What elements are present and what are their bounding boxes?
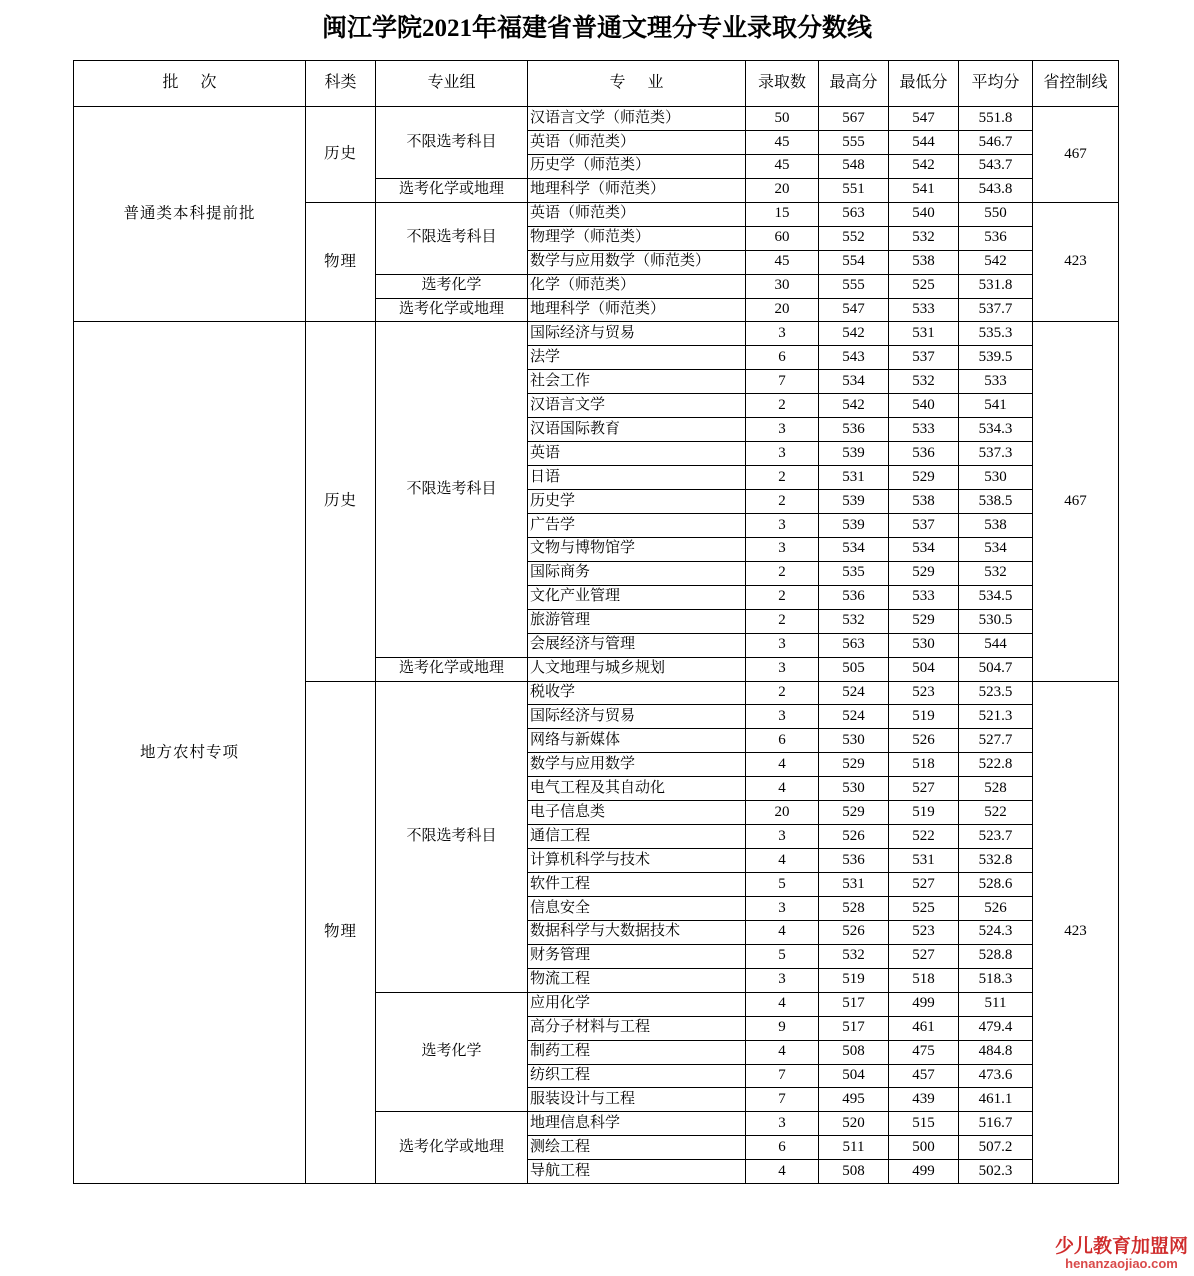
cell-average-score: 543.8 bbox=[959, 178, 1033, 202]
cell-lowest-score: 457 bbox=[889, 1064, 959, 1088]
cell-lowest-score: 534 bbox=[889, 537, 959, 561]
cell-admitted: 3 bbox=[746, 322, 819, 346]
cell-admitted: 6 bbox=[746, 729, 819, 753]
cell-highest-score: 519 bbox=[819, 968, 889, 992]
cell-subject-type: 历史 bbox=[306, 107, 376, 203]
site-watermark bbox=[1055, 1237, 1188, 1270]
cell-major: 人文地理与城乡规划 bbox=[528, 657, 746, 681]
cell-admitted: 7 bbox=[746, 1064, 819, 1088]
cell-lowest-score: 504 bbox=[889, 657, 959, 681]
cell-admitted: 45 bbox=[746, 130, 819, 154]
cell-admitted: 3 bbox=[746, 633, 819, 657]
cell-average-score: 532 bbox=[959, 561, 1033, 585]
cell-lowest-score: 525 bbox=[889, 896, 959, 920]
cell-highest-score: 554 bbox=[819, 250, 889, 274]
cell-admitted: 3 bbox=[746, 442, 819, 466]
cell-major: 信息安全 bbox=[528, 896, 746, 920]
cell-average-score: 523.5 bbox=[959, 681, 1033, 705]
cell-admitted: 45 bbox=[746, 154, 819, 178]
table-body bbox=[74, 107, 1119, 1184]
cell-average-score: 507.2 bbox=[959, 1136, 1033, 1160]
cell-lowest-score: 536 bbox=[889, 442, 959, 466]
cell-major: 数据科学与大数据技术 bbox=[528, 920, 746, 944]
header-row bbox=[74, 61, 1119, 107]
cell-major: 纺织工程 bbox=[528, 1064, 746, 1088]
cell-highest-score: 535 bbox=[819, 561, 889, 585]
cell-lowest-score: 538 bbox=[889, 250, 959, 274]
cell-highest-score: 536 bbox=[819, 418, 889, 442]
cell-admitted: 5 bbox=[746, 944, 819, 968]
cell-major: 历史学 bbox=[528, 490, 746, 514]
cell-highest-score: 529 bbox=[819, 801, 889, 825]
cell-major-group: 不限选考科目 bbox=[376, 202, 528, 274]
cell-lowest-score: 499 bbox=[889, 1160, 959, 1184]
cell-average-score: 523.7 bbox=[959, 825, 1033, 849]
cell-major: 通信工程 bbox=[528, 825, 746, 849]
cell-lowest-score: 527 bbox=[889, 873, 959, 897]
table-row bbox=[74, 322, 1119, 346]
cell-highest-score: 526 bbox=[819, 825, 889, 849]
cell-lowest-score: 500 bbox=[889, 1136, 959, 1160]
cell-average-score: 546.7 bbox=[959, 130, 1033, 154]
cell-average-score: 538.5 bbox=[959, 490, 1033, 514]
cell-highest-score: 530 bbox=[819, 729, 889, 753]
cell-admitted: 20 bbox=[746, 298, 819, 322]
cell-average-score: 530 bbox=[959, 466, 1033, 490]
cell-subject-type: 物理 bbox=[306, 681, 376, 1184]
cell-average-score: 535.3 bbox=[959, 322, 1033, 346]
cell-average-score: 533 bbox=[959, 370, 1033, 394]
column-header-subject-type: 科类 bbox=[306, 61, 376, 107]
cell-major-group: 选考化学 bbox=[376, 992, 528, 1112]
cell-average-score: 532.8 bbox=[959, 849, 1033, 873]
watermark-chinese: 少儿教育加盟网 bbox=[1054, 1236, 1188, 1257]
cell-admitted: 20 bbox=[746, 801, 819, 825]
cell-average-score: 537.7 bbox=[959, 298, 1033, 322]
cell-highest-score: 531 bbox=[819, 466, 889, 490]
cell-admitted: 4 bbox=[746, 777, 819, 801]
cell-lowest-score: 522 bbox=[889, 825, 959, 849]
cell-lowest-score: 525 bbox=[889, 274, 959, 298]
cell-lowest-score: 533 bbox=[889, 418, 959, 442]
cell-highest-score: 508 bbox=[819, 1160, 889, 1184]
cell-lowest-score: 523 bbox=[889, 920, 959, 944]
cell-highest-score: 539 bbox=[819, 490, 889, 514]
cell-highest-score: 547 bbox=[819, 298, 889, 322]
cell-batch: 普通类本科提前批 bbox=[74, 107, 306, 322]
cell-major: 汉语言文学（师范类） bbox=[528, 107, 746, 131]
cell-average-score: 527.7 bbox=[959, 729, 1033, 753]
cell-major: 软件工程 bbox=[528, 873, 746, 897]
cell-major: 历史学（师范类） bbox=[528, 154, 746, 178]
cell-average-score: 461.1 bbox=[959, 1088, 1033, 1112]
cell-lowest-score: 519 bbox=[889, 801, 959, 825]
cell-highest-score: 536 bbox=[819, 849, 889, 873]
cell-average-score: 542 bbox=[959, 250, 1033, 274]
cell-major: 地理科学（师范类） bbox=[528, 178, 746, 202]
cell-major: 化学（师范类） bbox=[528, 274, 746, 298]
cell-highest-score: 511 bbox=[819, 1136, 889, 1160]
cell-lowest-score: 529 bbox=[889, 561, 959, 585]
cell-average-score: 531.8 bbox=[959, 274, 1033, 298]
cell-admitted: 3 bbox=[746, 896, 819, 920]
cell-major: 高分子材料与工程 bbox=[528, 1016, 746, 1040]
cell-lowest-score: 475 bbox=[889, 1040, 959, 1064]
cell-highest-score: 551 bbox=[819, 178, 889, 202]
cell-highest-score: 532 bbox=[819, 609, 889, 633]
cell-admitted: 4 bbox=[746, 1040, 819, 1064]
cell-average-score: 543.7 bbox=[959, 154, 1033, 178]
cell-major: 数学与应用数学 bbox=[528, 753, 746, 777]
cell-average-score: 539.5 bbox=[959, 346, 1033, 370]
cell-highest-score: 555 bbox=[819, 130, 889, 154]
cell-admitted: 2 bbox=[746, 681, 819, 705]
admission-score-table bbox=[73, 60, 1119, 1184]
cell-lowest-score: 532 bbox=[889, 226, 959, 250]
cell-admitted: 3 bbox=[746, 968, 819, 992]
cell-major: 旅游管理 bbox=[528, 609, 746, 633]
cell-average-score: 484.8 bbox=[959, 1040, 1033, 1064]
cell-lowest-score: 530 bbox=[889, 633, 959, 657]
cell-major: 计算机科学与技术 bbox=[528, 849, 746, 873]
cell-average-score: 551.8 bbox=[959, 107, 1033, 131]
cell-lowest-score: 531 bbox=[889, 849, 959, 873]
cell-major: 电子信息类 bbox=[528, 801, 746, 825]
cell-major: 英语 bbox=[528, 442, 746, 466]
cell-lowest-score: 527 bbox=[889, 777, 959, 801]
cell-major: 测绘工程 bbox=[528, 1136, 746, 1160]
cell-major: 法学 bbox=[528, 346, 746, 370]
cell-lowest-score: 461 bbox=[889, 1016, 959, 1040]
cell-admitted: 2 bbox=[746, 466, 819, 490]
cell-province-control-line: 423 bbox=[1033, 681, 1119, 1184]
cell-major: 会展经济与管理 bbox=[528, 633, 746, 657]
cell-average-score: 473.6 bbox=[959, 1064, 1033, 1088]
cell-province-control-line: 423 bbox=[1033, 202, 1119, 322]
cell-highest-score: 520 bbox=[819, 1112, 889, 1136]
cell-admitted: 3 bbox=[746, 418, 819, 442]
cell-average-score: 526 bbox=[959, 896, 1033, 920]
cell-highest-score: 539 bbox=[819, 513, 889, 537]
cell-major-group: 不限选考科目 bbox=[376, 681, 528, 992]
cell-major: 国际经济与贸易 bbox=[528, 322, 746, 346]
cell-highest-score: 539 bbox=[819, 442, 889, 466]
cell-lowest-score: 529 bbox=[889, 466, 959, 490]
cell-major: 应用化学 bbox=[528, 992, 746, 1016]
cell-average-score: 534.3 bbox=[959, 418, 1033, 442]
cell-major: 网络与新媒体 bbox=[528, 729, 746, 753]
cell-highest-score: 536 bbox=[819, 585, 889, 609]
cell-admitted: 2 bbox=[746, 585, 819, 609]
column-header-highest: 最高分 bbox=[819, 61, 889, 107]
cell-highest-score: 517 bbox=[819, 1016, 889, 1040]
cell-highest-score: 534 bbox=[819, 537, 889, 561]
cell-major: 导航工程 bbox=[528, 1160, 746, 1184]
cell-major: 数学与应用数学（师范类） bbox=[528, 250, 746, 274]
cell-lowest-score: 537 bbox=[889, 346, 959, 370]
cell-major-group: 不限选考科目 bbox=[376, 322, 528, 657]
cell-average-score: 511 bbox=[959, 992, 1033, 1016]
cell-average-score: 528 bbox=[959, 777, 1033, 801]
cell-average-score: 536 bbox=[959, 226, 1033, 250]
cell-major: 财务管理 bbox=[528, 944, 746, 968]
cell-lowest-score: 541 bbox=[889, 178, 959, 202]
cell-lowest-score: 518 bbox=[889, 753, 959, 777]
cell-major: 汉语国际教育 bbox=[528, 418, 746, 442]
cell-average-score: 534 bbox=[959, 537, 1033, 561]
cell-highest-score: 543 bbox=[819, 346, 889, 370]
cell-average-score: 534.5 bbox=[959, 585, 1033, 609]
cell-highest-score: 529 bbox=[819, 753, 889, 777]
cell-highest-score: 567 bbox=[819, 107, 889, 131]
cell-admitted: 4 bbox=[746, 920, 819, 944]
cell-major-group: 选考化学 bbox=[376, 274, 528, 298]
cell-lowest-score: 523 bbox=[889, 681, 959, 705]
cell-highest-score: 517 bbox=[819, 992, 889, 1016]
cell-major: 社会工作 bbox=[528, 370, 746, 394]
cell-province-control-line: 467 bbox=[1033, 322, 1119, 681]
cell-lowest-score: 547 bbox=[889, 107, 959, 131]
cell-highest-score: 530 bbox=[819, 777, 889, 801]
cell-admitted: 60 bbox=[746, 226, 819, 250]
cell-admitted: 6 bbox=[746, 346, 819, 370]
cell-admitted: 2 bbox=[746, 609, 819, 633]
cell-average-score: 479.4 bbox=[959, 1016, 1033, 1040]
cell-average-score: 544 bbox=[959, 633, 1033, 657]
cell-average-score: 541 bbox=[959, 394, 1033, 418]
cell-lowest-score: 544 bbox=[889, 130, 959, 154]
cell-major: 物流工程 bbox=[528, 968, 746, 992]
cell-highest-score: 528 bbox=[819, 896, 889, 920]
column-header-batch: 批 次 bbox=[74, 61, 306, 107]
table-row bbox=[74, 107, 1119, 131]
cell-major: 文化产业管理 bbox=[528, 585, 746, 609]
cell-lowest-score: 540 bbox=[889, 394, 959, 418]
cell-major: 英语（师范类） bbox=[528, 130, 746, 154]
cell-highest-score: 505 bbox=[819, 657, 889, 681]
cell-highest-score: 552 bbox=[819, 226, 889, 250]
cell-major: 国际商务 bbox=[528, 561, 746, 585]
cell-average-score: 521.3 bbox=[959, 705, 1033, 729]
cell-highest-score: 508 bbox=[819, 1040, 889, 1064]
cell-admitted: 7 bbox=[746, 1088, 819, 1112]
cell-admitted: 6 bbox=[746, 1136, 819, 1160]
cell-admitted: 3 bbox=[746, 705, 819, 729]
cell-major-group: 选考化学或地理 bbox=[376, 298, 528, 322]
cell-lowest-score: 538 bbox=[889, 490, 959, 514]
cell-lowest-score: 499 bbox=[889, 992, 959, 1016]
cell-highest-score: 532 bbox=[819, 944, 889, 968]
cell-subject-type: 物理 bbox=[306, 202, 376, 322]
column-header-lowest: 最低分 bbox=[889, 61, 959, 107]
cell-lowest-score: 529 bbox=[889, 609, 959, 633]
column-header-province-line: 省控制线 bbox=[1033, 61, 1119, 107]
cell-major: 物理学（师范类） bbox=[528, 226, 746, 250]
cell-highest-score: 526 bbox=[819, 920, 889, 944]
cell-major-group: 不限选考科目 bbox=[376, 107, 528, 179]
cell-major: 国际经济与贸易 bbox=[528, 705, 746, 729]
cell-admitted: 4 bbox=[746, 992, 819, 1016]
cell-highest-score: 495 bbox=[819, 1088, 889, 1112]
cell-major: 文物与博物馆学 bbox=[528, 537, 746, 561]
cell-major: 地理信息科学 bbox=[528, 1112, 746, 1136]
cell-major: 广告学 bbox=[528, 513, 746, 537]
cell-average-score: 538 bbox=[959, 513, 1033, 537]
column-header-major: 专 业 bbox=[528, 61, 746, 107]
cell-average-score: 537.3 bbox=[959, 442, 1033, 466]
cell-admitted: 4 bbox=[746, 1160, 819, 1184]
cell-admitted: 30 bbox=[746, 274, 819, 298]
cell-average-score: 528.6 bbox=[959, 873, 1033, 897]
cell-province-control-line: 467 bbox=[1033, 107, 1119, 203]
cell-major-group: 选考化学或地理 bbox=[376, 1112, 528, 1184]
cell-lowest-score: 532 bbox=[889, 370, 959, 394]
cell-highest-score: 563 bbox=[819, 633, 889, 657]
cell-major: 汉语言文学 bbox=[528, 394, 746, 418]
cell-highest-score: 531 bbox=[819, 873, 889, 897]
cell-highest-score: 548 bbox=[819, 154, 889, 178]
cell-admitted: 3 bbox=[746, 825, 819, 849]
cell-lowest-score: 515 bbox=[889, 1112, 959, 1136]
cell-admitted: 3 bbox=[746, 537, 819, 561]
cell-highest-score: 542 bbox=[819, 322, 889, 346]
cell-admitted: 7 bbox=[746, 370, 819, 394]
cell-major-group: 选考化学或地理 bbox=[376, 178, 528, 202]
cell-admitted: 3 bbox=[746, 657, 819, 681]
cell-admitted: 3 bbox=[746, 1112, 819, 1136]
column-header-major-group: 专业组 bbox=[376, 61, 528, 107]
cell-average-score: 524.3 bbox=[959, 920, 1033, 944]
cell-average-score: 502.3 bbox=[959, 1160, 1033, 1184]
cell-lowest-score: 518 bbox=[889, 968, 959, 992]
cell-admitted: 5 bbox=[746, 873, 819, 897]
cell-lowest-score: 540 bbox=[889, 202, 959, 226]
cell-highest-score: 524 bbox=[819, 681, 889, 705]
cell-admitted: 15 bbox=[746, 202, 819, 226]
cell-average-score: 522.8 bbox=[959, 753, 1033, 777]
cell-average-score: 530.5 bbox=[959, 609, 1033, 633]
cell-average-score: 550 bbox=[959, 202, 1033, 226]
cell-average-score: 516.7 bbox=[959, 1112, 1033, 1136]
cell-lowest-score: 533 bbox=[889, 585, 959, 609]
cell-lowest-score: 531 bbox=[889, 322, 959, 346]
cell-major-group: 选考化学或地理 bbox=[376, 657, 528, 681]
cell-major: 服装设计与工程 bbox=[528, 1088, 746, 1112]
column-header-admitted: 录取数 bbox=[746, 61, 819, 107]
watermark-domain: henanzaojiao.com bbox=[1065, 1256, 1178, 1271]
cell-admitted: 9 bbox=[746, 1016, 819, 1040]
cell-average-score: 504.7 bbox=[959, 657, 1033, 681]
cell-major: 电气工程及其自动化 bbox=[528, 777, 746, 801]
cell-average-score: 528.8 bbox=[959, 944, 1033, 968]
cell-admitted: 20 bbox=[746, 178, 819, 202]
cell-highest-score: 563 bbox=[819, 202, 889, 226]
cell-admitted: 50 bbox=[746, 107, 819, 131]
cell-highest-score: 504 bbox=[819, 1064, 889, 1088]
cell-admitted: 3 bbox=[746, 513, 819, 537]
table-header bbox=[74, 61, 1119, 107]
cell-major: 英语（师范类） bbox=[528, 202, 746, 226]
cell-average-score: 522 bbox=[959, 801, 1033, 825]
cell-lowest-score: 519 bbox=[889, 705, 959, 729]
cell-highest-score: 542 bbox=[819, 394, 889, 418]
cell-average-score: 518.3 bbox=[959, 968, 1033, 992]
cell-major: 地理科学（师范类） bbox=[528, 298, 746, 322]
cell-major: 日语 bbox=[528, 466, 746, 490]
cell-lowest-score: 526 bbox=[889, 729, 959, 753]
cell-admitted: 45 bbox=[746, 250, 819, 274]
cell-admitted: 4 bbox=[746, 849, 819, 873]
cell-lowest-score: 527 bbox=[889, 944, 959, 968]
cell-lowest-score: 439 bbox=[889, 1088, 959, 1112]
cell-admitted: 2 bbox=[746, 490, 819, 514]
cell-admitted: 2 bbox=[746, 561, 819, 585]
cell-batch: 地方农村专项 bbox=[74, 322, 306, 1184]
cell-major: 税收学 bbox=[528, 681, 746, 705]
cell-highest-score: 534 bbox=[819, 370, 889, 394]
page-title: 闽江学院2021年福建省普通文理分专业录取分数线 bbox=[321, 15, 872, 42]
cell-major: 制药工程 bbox=[528, 1040, 746, 1064]
cell-highest-score: 524 bbox=[819, 705, 889, 729]
cell-admitted: 2 bbox=[746, 394, 819, 418]
cell-lowest-score: 533 bbox=[889, 298, 959, 322]
cell-lowest-score: 537 bbox=[889, 513, 959, 537]
cell-subject-type: 历史 bbox=[306, 322, 376, 681]
cell-highest-score: 555 bbox=[819, 274, 889, 298]
cell-admitted: 4 bbox=[746, 753, 819, 777]
cell-lowest-score: 542 bbox=[889, 154, 959, 178]
column-header-average: 平均分 bbox=[959, 61, 1033, 107]
